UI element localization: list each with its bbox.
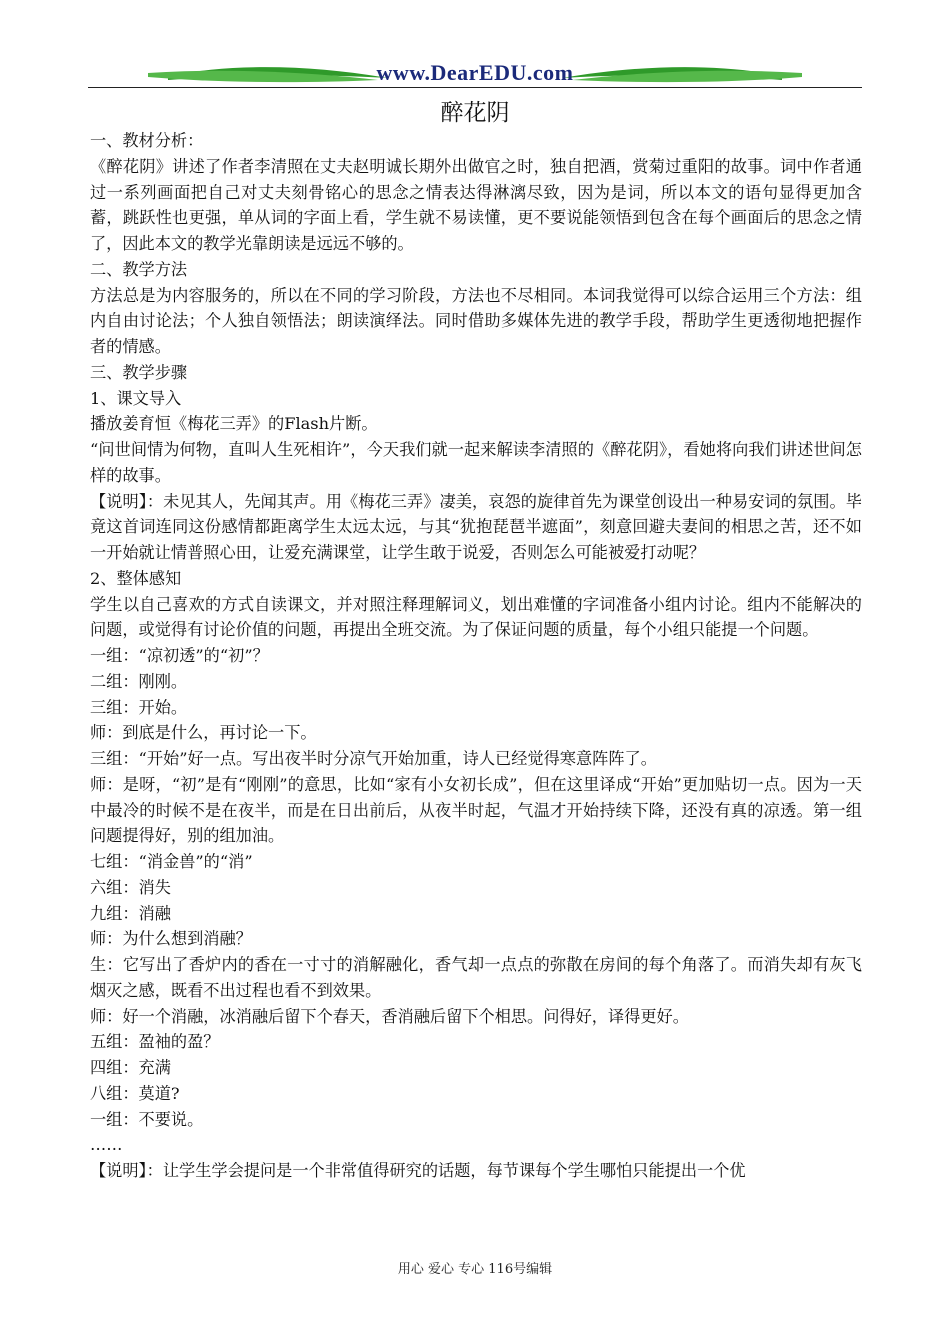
paragraph: 一组：“凉初透”的“初”？: [90, 646, 269, 665]
paragraph: “问世间情为何物，直叫人生死相许”，今天我们就一起来解读李清照的《醉花阴》，看她将向我们讲述世间怎样的故事。: [90, 440, 862, 485]
paragraph: 学生以自己喜欢的方式自读课文，并对照注释理解词义，划出难懂的字词准备小组内讨论。组内不能解决的问题，或觉得有讨论价值的问题，再提出全班交流。为了保证问题的质量，每个小组只能提一个问题。: [90, 594, 862, 640]
document-title: 醉花阴: [440, 100, 510, 126]
paragraph: 六组：消失: [90, 877, 171, 897]
paragraph: 生：它写出了香炉内的香在一寸寸的消解融化，香气却一点点的弥散在房间的每个角落了。而消失却有灰飞烟灭之感，既看不出过程也看不到效果。: [90, 955, 862, 1000]
paragraph: 一组：不要说。: [90, 1109, 204, 1129]
document-body: [90, 128, 862, 1184]
paragraph: 1、课文导入: [90, 388, 182, 408]
paragraph: 师：为什么想到消融？: [90, 929, 252, 949]
paragraph: ……: [90, 1135, 123, 1155]
paragraph: 五组：盈袖的盈？: [90, 1032, 220, 1052]
paragraph: 《醉花阴》讲述了作者李清照在丈夫赵明诚长期外出做官之时，独自把酒，赏菊过重阳的故事。词中作者通过一系列画面把自己对丈夫刻骨铭心的思念之情表达得淋漓尽致，因为是词，所以本文的语句显得更加含蓄，跳跃性也更强，单从词的字面上看，学生就不易读懂，更不要说能领悟到包含在每个画面后的思念之情了，因此本文的教学光靠朗读是远远不够的。: [90, 156, 862, 253]
paragraph: 【说明】：未见其人，先闻其声。用《梅花三弄》凄美，哀怨的旋律首先为课堂创设出一种易安词的氛围。毕竟这首词连同这份感情都距离学生太远太远，与其“犹抱琵琶半遮面”，刻意回避夫妻间的相思之苦，还不如一开始就让情普照心田，让爱充满课堂，让学生敢于说爱，否则怎么可能被爱打动呢？: [90, 491, 862, 562]
paragraph: 师：好一个消融，冰消融后留下个春天，香消融后留下个相思。问得好，译得更好。: [90, 1006, 689, 1026]
header-divider: [88, 87, 862, 88]
paragraph: 一、教材分析：: [90, 131, 204, 150]
paragraph: 播放姜育恒《梅花三弄》的Flash片断。: [90, 414, 378, 434]
paragraph: 二组：刚刚。: [90, 671, 188, 691]
paragraph: 师：到底是什么，再讨论一下。: [90, 723, 317, 743]
paragraph: 三组：“开始”好一点。写出夜半时分凉气开始加重，诗人已经觉得寒意阵阵了。: [90, 749, 657, 768]
paragraph: 方法总是为内容服务的，所以在不同的学习阶段，方法也不尽相同。本词我觉得可以综合运用三个方法：组内自由讨论法；个人独自领悟法；朗读演绎法。同时借助多媒体先进的教学手段，帮助学生更透彻地把握作者的情感。: [90, 285, 862, 356]
paragraph: 三组：开始。: [90, 697, 188, 717]
site-header-banner: [88, 54, 862, 94]
paragraph: 八组：莫道?: [90, 1083, 180, 1103]
paragraph: 【说明】：让学生学会提问是一个非常值得研究的话题，每节课每个学生哪怕只能提出一个优: [90, 1161, 746, 1180]
paragraph: 三、教学步骤: [90, 362, 188, 382]
paragraph: 师：是呀，“初”是有“刚刚”的意思，比如“家有小女初长成”，但在这里译成“开始”更加贴切一点。因为一天中最冷的时候不是在夜半，而是在日出前后，从夜半时起，气温才开始持续下降，还没有真的凉透。第一组问题提得好，别的组加油。: [90, 774, 862, 846]
paragraph: 二、教学方法: [90, 259, 188, 279]
page-footer: 用心 爱心 专心 116号编辑: [397, 1262, 553, 1277]
paragraph: 九组：消融: [90, 903, 171, 923]
paragraph: 四组：充满: [90, 1058, 171, 1077]
paragraph: 2、整体感知: [90, 568, 182, 588]
paragraph: 七组：“消金兽”的“消”: [90, 852, 253, 871]
site-name: www.DearEDU.com: [376, 60, 574, 85]
